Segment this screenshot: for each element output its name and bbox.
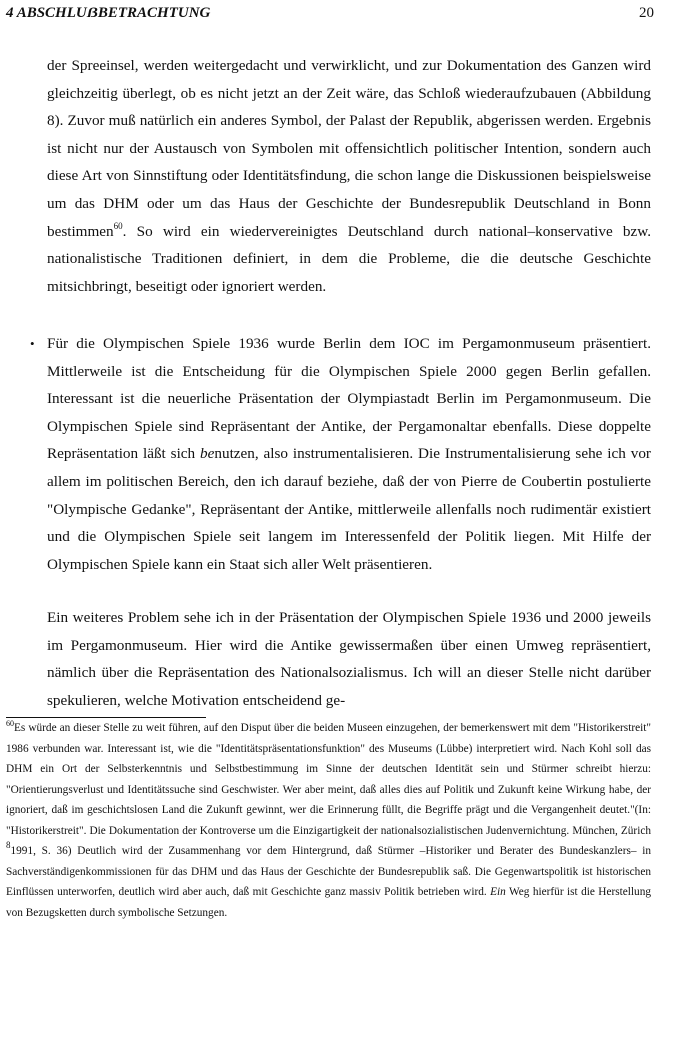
footnote-text: 1991, S. 36) Deutlich wird der Zusammenhang vor dem Hintergrund, daß Stürmer –Historiker und Berater des Bundeskanzlers– in Sachverständigenkommissionen für das DHM und das Haus der Geschichte der Bundesrepublik saß. Die Gegenwartspolitik ist historischen Einflüssen unterworfen, deutlich wird aber auch, daß mit Geschichte ganz massiv Politik betrieben wird. xyxy=(6,845,651,898)
page-number: 20 xyxy=(639,5,654,21)
paragraph-text: Ein weiteres Problem sehe ich in der Präsentation der Olympischen Spiele 1936 und 2000 jeweils im Pergamonmuseum. Hier wird die Antike gewissermaßen über einen Umweg repräsentiert, nämlich über die Repräsentation des Nationalsozialismus. Ich will an dieser Stelle nicht darüber spekulieren, welche Motivation entscheidend ge- xyxy=(47,609,651,709)
edition-superscript: 8 xyxy=(6,840,11,851)
bullet-item-olympics xyxy=(30,330,651,578)
emphasis-text: Ein xyxy=(490,886,506,898)
running-header xyxy=(6,5,654,25)
footnote-number: 60 xyxy=(6,719,14,729)
paragraph-text: nutzen, also instrumentalisieren. Die Instrumentalisierung sehe ich vor allem im politischen Bereich, den ich darauf beziehe, daß der von Pierre de Coubertin postulierte "Olympische Gedanke", Repräsentant der Antike, mittlerweile allenfalls noch rudimentär existiert und die Olympischen Spiele seit langem im Interessenfeld der Politik liegen. Mit Hilfe der Olympischen Spiele kann ein Staat sich aller Welt präsentieren. xyxy=(47,445,651,573)
emphasis-text: be xyxy=(200,445,215,463)
paragraph-text: . So wird ein wiedervereinigtes Deutschland durch national–konservative bzw. nationalistische Traditionen definiert, in dem die Probleme, die die deutsche Geschichte mitsichbringt, beseitigt oder ignoriert werden. xyxy=(47,222,651,295)
paragraph-text: der Spreeinsel, werden weitergedacht und verwirklicht, und zur Dokumentation des Ganzen wird gleichzeitig überlegt, ob es nicht jetzt an der Zeit wäre, das Schloß wiederaufzubauen (Abbildung 8). Zuvor muß natürlich ein anderes Symbol, der Palast der Republik, abgerissen werden. Ergebnis ist nicht nur der Austausch von Symbolen mit offensichtlich politischer Intention, sondern auch diese Art von Sinnstiftung oder Identitätsfindung, die schon lange die Diskussionen beispielsweise um das DHM oder um das Haus der Geschichte der Bundesrepublik Deutschland in Bonn bestimmen xyxy=(47,57,651,240)
footnote-text: Es würde an dieser Stelle zu weit führen, auf den Disput über die beiden Museen einzugehen, der bemerkenswert mit dem "Historikerstreit" 1986 verbunden war. Interessant ist, wie die "Identitätspräsentationsfunktion" des Museums (Lübbe) interpretiert wird. Nach Kohl soll das DHM ein Ort der Selbsterkenntnis und Selbstbestimmung im Sinne der deutschen Identität sein und Stürmer schreibt hierzu: "Orientierungsverlust und Identitätssuche sind Geschwister. Wer aber meint, daß alles dies auf Politik und Zukunft keine Wirkung habe, der ignoriert, daß im geschichtslosen Land die Zukunft gewinnt, wer die Erinnerung füllt, die Begriffe prägt und die Vergangenheit deutet."(In: "Historikerstreit". Die Dokumentation der Kontroverse um die Einzigartigkeit der nationalsozialistischen Judenvernichtung. München, Zürich xyxy=(6,722,651,837)
paragraph-continued xyxy=(47,52,651,300)
paragraph-text: Für die Olympischen Spiele 1936 wurde Berlin dem IOC im Pergamonmuseum präsentiert. Mittlerweile ist die Entscheidung für die Olympischen Spiele 2000 gegen Berlin gefallen. Interessant ist die neuerliche Präsentation der Olympiastadt Berlin im Pergamonmuseum. Die Olympischen Spiele sind Repräsentant der Antike, der Pergamonaltar ebenfalls. Diese doppelte Repräsentation läßt sich xyxy=(47,335,651,463)
paragraph-problem xyxy=(47,604,651,714)
bullet-icon: • xyxy=(30,336,35,351)
footnote-text: Weg hierfür ist die Herstellung von Bezugsketten durch symbolische Setzungen. xyxy=(6,886,651,919)
footnote xyxy=(6,718,651,923)
footnote-reference[interactable]: 60 xyxy=(113,220,123,231)
chapter-title: 4 ABSCHLUẞBETRACHTUNG xyxy=(6,5,211,21)
